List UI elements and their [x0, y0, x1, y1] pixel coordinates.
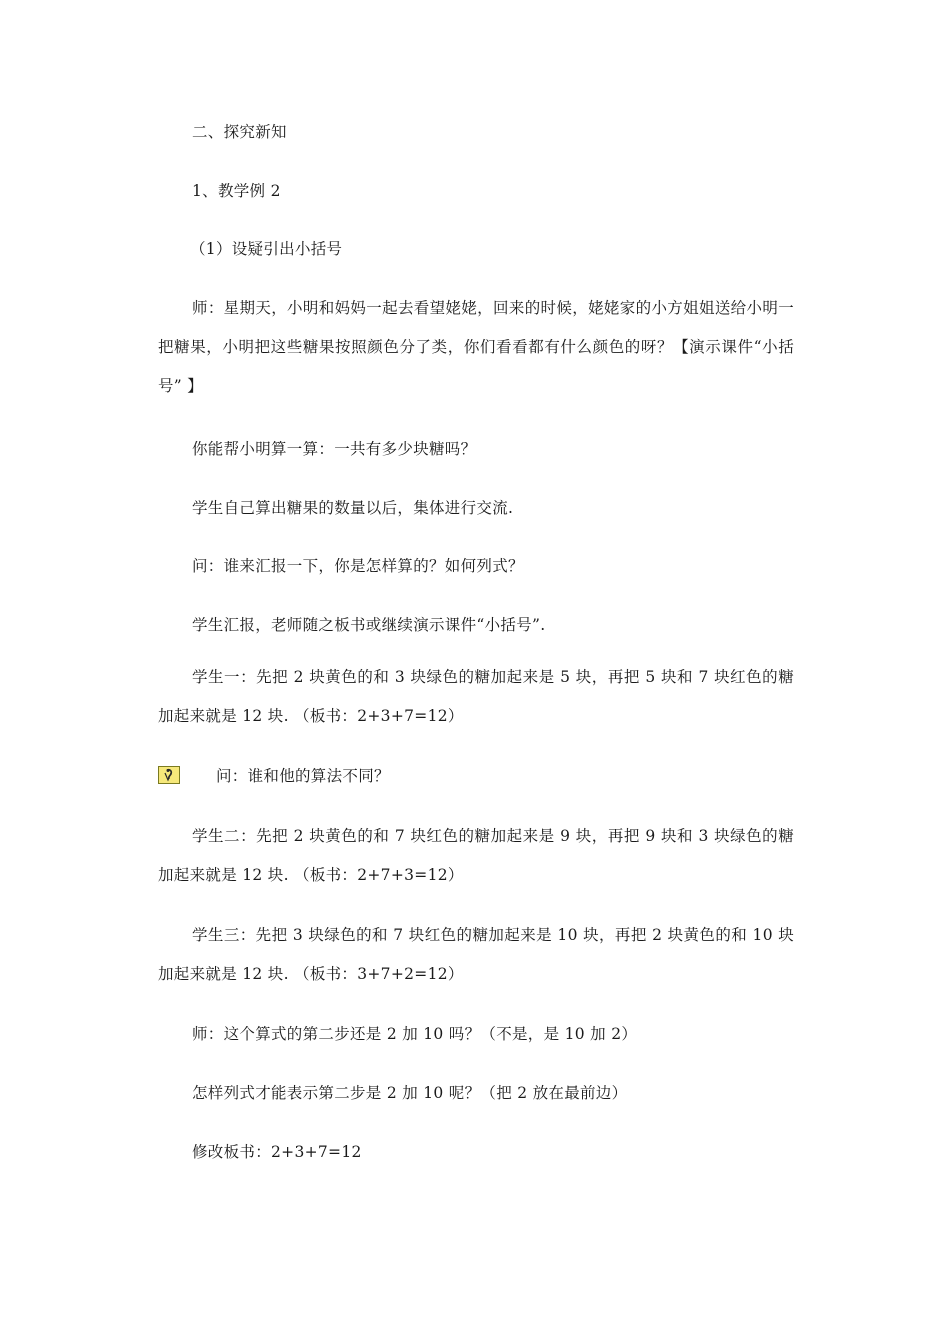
paragraph-student-two: 学生二：先把 2 块黄色的和 7 块红色的糖加起来是 9 块，再把 9 块和 3 块绿色的糖加起来就是 12 块. （板书：2+7+3=12）	[158, 827, 794, 884]
paragraph-student-report: 学生汇报，老师随之板书或继续演示课件“小括号”.	[192, 616, 546, 634]
comment-marker-icon[interactable]	[158, 766, 180, 784]
subsubsection-heading: （1）设疑引出小括号	[190, 240, 343, 258]
paragraph-how-to-write: 怎样列式才能表示第二步是 2 加 10 呢？（把 2 放在最前边）	[192, 1084, 628, 1102]
comment-marker-glyph-icon	[159, 767, 179, 783]
paragraph-question-different: 问：谁和他的算法不同？	[216, 767, 390, 785]
section-heading: 二、探究新知	[192, 123, 287, 141]
paragraph-student-one: 学生一：先把 2 块黄色的和 3 块绿色的糖加起来是 5 块，再把 5 块和 7 块红色的糖加起来就是 12 块. （板书：2+3+7=12）	[158, 668, 794, 725]
paragraph-student-exchange: 学生自己算出糖果的数量以后，集体进行交流.	[192, 499, 514, 517]
paragraph-story: 师：星期天，小明和妈妈一起去看望姥姥，回来的时候，姥姥家的小方姐姐送给小明一把糖果，小明把这些糖果按照颜色分了类，你们看看都有什么颜色的呀？【演示课件“小括号” 】	[158, 299, 794, 395]
paragraph-student-three: 学生三：先把 3 块绿色的和 7 块红色的糖加起来是 10 块，再把 2 块黄色的和 10 块加起来就是 12 块. （板书：3+7+2=12）	[158, 926, 794, 983]
paragraph-teacher-second-step: 师：这个算式的第二步还是 2 加 10 吗？（不是，是 10 加 2）	[192, 1025, 638, 1043]
subsection-heading: 1、教学例 2	[192, 182, 281, 200]
paragraph-question-total: 你能帮小明算一算：一共有多少块糖吗？	[192, 440, 477, 458]
paragraph-revised-board: 修改板书：2+3+7=12	[192, 1143, 362, 1161]
paragraph-question-report: 问：谁来汇报一下，你是怎样算的？如何列式？	[192, 557, 524, 575]
